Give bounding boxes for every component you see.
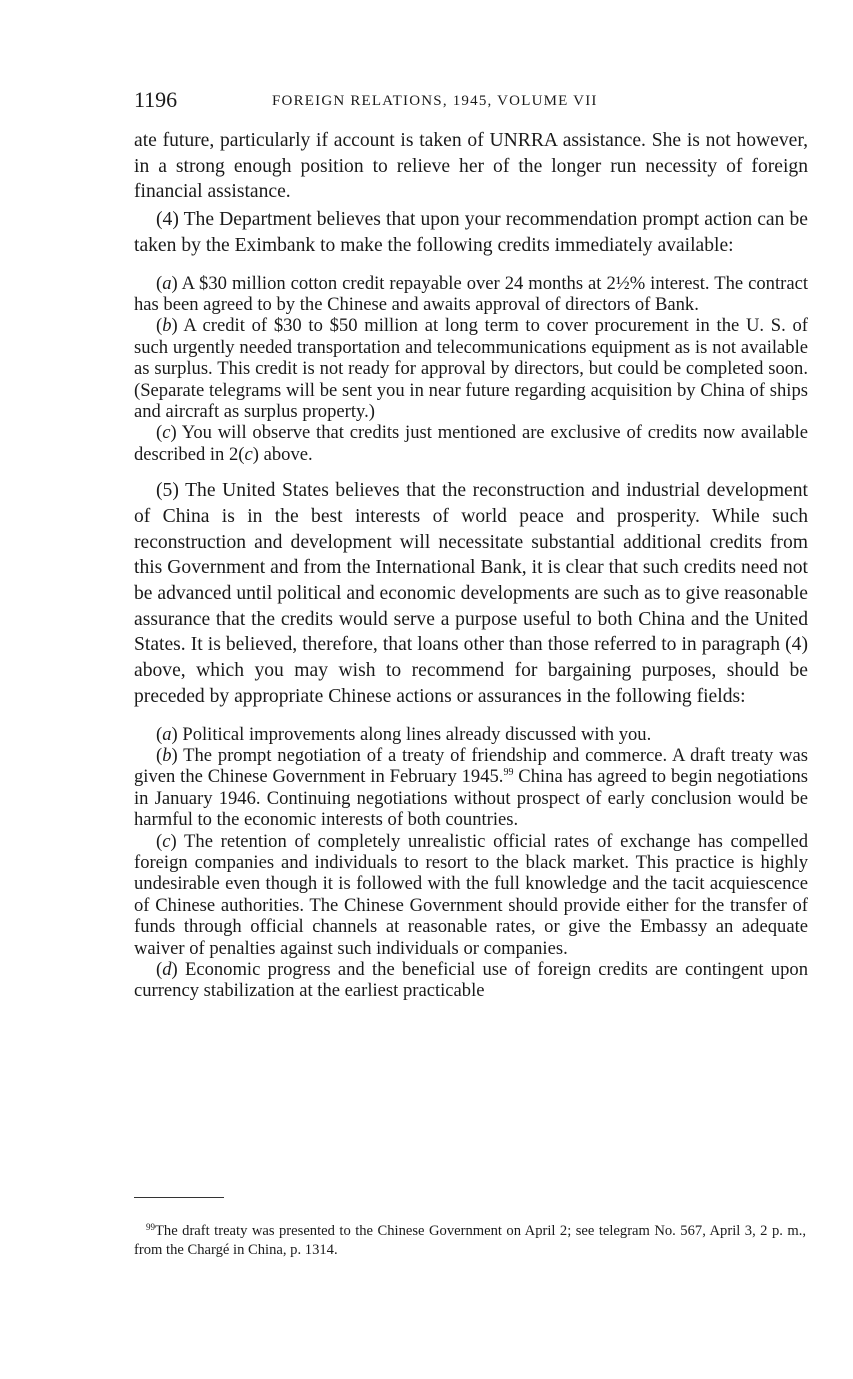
- field-d-text: Economic progress and the beneficial use of foreign credits are contingent upon currency stabilization at the earliest practicable: [134, 958, 808, 1002]
- field-a-text: Political improvements along lines already discussed with you.: [177, 723, 652, 745]
- item-b-text: A credit of $30 to $50 million at long term to cover procurement in the U. S. of such urgently needed transportation and telecommunications equipment as is not available as surplus. This credit is not ready for approval by directors, but could be completed soon. (Separate telegrams will be sent you in near future regarding acquisition by China of ships and aircraft as surplus property.): [134, 315, 808, 422]
- field-d-label: d: [162, 958, 172, 980]
- field-c-text: The retention of completely unrealistic official rates of exchange has compelled foreign companies and individuals to resort to the black market. This practice is highly undesirable even though it is followed with the full knowledge and the tacit acquiescence of Chinese authorities. The Chinese Government should provide either for the transfer of funds through official channels at reasonable rates, or give the Embassy an adequate waiver of penalties against such individuals or companies.: [134, 830, 808, 959]
- footnote-marker: 99: [146, 1221, 155, 1232]
- credit-item-a: (a) A $30 million cotton credit repayable over 24 months at 2½% interest. The contract has been agreed to by the Chinese and awaits approval of directors of Bank.: [134, 272, 808, 315]
- item-c-ref: c: [244, 443, 253, 465]
- field-item-b: (b) The prompt negotiation of a treaty of friendship and commerce. A draft treaty was given the Chinese Government in February 1945.99 China has agreed to begin negotiations in January 1946. Continuing negotiations without prospect of early conclusion would be harmful to the economic interests of both countries.: [134, 744, 809, 831]
- field-b-text-2: China has agreed to begin negotiations in January 1946. Continuing negotiations without prospect of early conclusion would be harmful to the economic interests of both countries.: [134, 766, 809, 831]
- item-c-label: c: [162, 422, 171, 444]
- footnote: [134, 1222, 806, 1260]
- footnote-reference[interactable]: 99: [503, 767, 514, 779]
- field-item-a: (a) Political improvements along lines already discussed with you.: [156, 723, 652, 745]
- paragraph-4: (4) The Department believes that upon your recommendation prompt action can be taken by the Eximbank to make the following credits immediately available:: [134, 209, 808, 256]
- footnote-divider: [134, 1197, 224, 1198]
- field-c-label: c: [162, 830, 171, 852]
- footnote-text: The draft treaty was presented to the Chinese Government on April 2; see telegram No. 567, April 3, 2 p. m., from the Chargé in China, p. 1314.: [134, 1222, 806, 1258]
- paragraph-5: (5) The United States believes that the reconstruction and industrial development of China is in the best interests of world peace and prosperity. While such reconstruction and development will necessitate substantial additional credits from this Government and from the International Bank, it is clear that such credits need not be advanced until political and economic developments are such as to give reasonable assurance that the credits would serve a purpose useful to both China and the United States. It is believed, therefore, that loans other than those referred to in paragraph (4) above, which you may wish to recommend for bargaining purposes, should be preceded by appropriate Chinese actions or assurances in the following fields:: [134, 480, 808, 707]
- item-c-text-1: You will observe that credits just mentioned are exclusive of credits now available described in 2(: [134, 422, 808, 465]
- field-b-text-1: The prompt negotiation of a treaty of friendship and commerce. A draft treaty was given the Chinese Government in February 1945.: [134, 744, 808, 788]
- item-a-label: a: [162, 272, 172, 294]
- running-header: [134, 86, 806, 116]
- item-c-text-2: ) above.: [252, 443, 313, 465]
- credit-item-c: (c) You will observe that credits just mentioned are exclusive of credits now available described in 2(c) above.: [134, 422, 808, 465]
- page-number: 1196: [134, 87, 178, 112]
- field-a-label: a: [162, 723, 172, 745]
- running-title: FOREIGN RELATIONS, 1945, VOLUME VII: [272, 93, 598, 109]
- item-b-label: b: [162, 315, 172, 337]
- field-item-c: (c) The retention of completely unrealistic official rates of exchange has compelled foreign companies and individuals to resort to the black market. This practice is highly undesirable even though it is followed with the full knowledge and the tacit acquiescence of Chinese authorities. The Chinese Government should provide either for the transfer of funds through official channels at reasonable rates, or give the Embassy an adequate waiver of penalties against such individuals or companies.: [134, 830, 808, 959]
- item-a-text: A $30 million cotton credit repayable over 24 months at 2½% interest. The contract has been agreed to by the Chinese and awaits approval of directors of Bank.: [134, 272, 808, 315]
- main-text: [134, 128, 808, 1002]
- field-item-d: (d) Economic progress and the beneficial use of foreign credits are contingent upon currency stabilization at the earliest practicable: [134, 958, 808, 1002]
- field-b-label: b: [162, 744, 172, 766]
- paragraph-continuation: ate future, particularly if account is taken of UNRRA assistance. She is not however, in a strong enough position to relieve her of the longer run necessity of foreign financial assistance.: [134, 130, 808, 203]
- credit-item-b: (b) A credit of $30 to $50 million at long term to cover procurement in the U. S. of such urgently needed transportation and telecommunications equipment as is not available as surplus. This credit is not ready for approval by directors, but could be completed soon. (Separate telegrams will be sent you in near future regarding acquisition by China of ships and aircraft as surplus property.): [134, 315, 808, 422]
